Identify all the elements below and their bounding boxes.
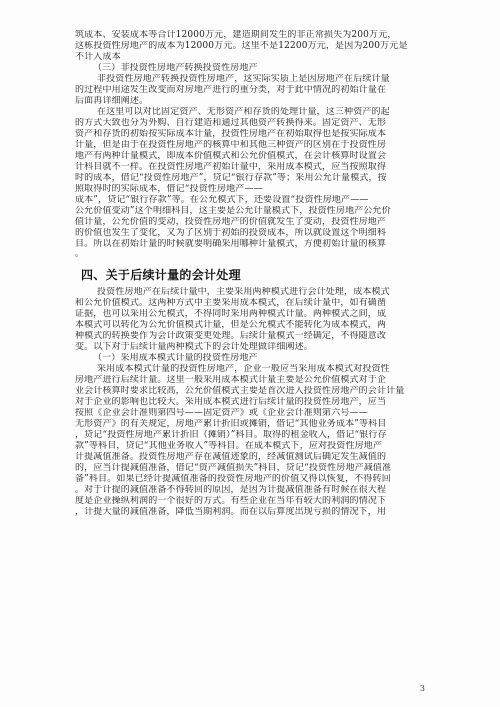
text-line: 的，应当计提减值准备，借记“资产减值损失”科目，贷记“投资性房地产减值准 bbox=[75, 463, 392, 473]
text-line: 非投资性房地产转换投资性房地产，这实际实质上是因房地产在后续计量 bbox=[97, 74, 390, 84]
text-line: 资产和存货的初始按实际成本计量，投资性房地产在初始取得也是按实际成本 bbox=[75, 129, 387, 139]
text-line: 的方式大致也分为外购、自行建造和通过其他资产转换得来。固定资产、无形 bbox=[75, 118, 387, 128]
text-line: 业会计核算时要求比较高，公允价值模式主要是首次进入投资性房地产的会计计量 bbox=[75, 386, 405, 396]
text-line: 筑成本、安装成本等合计12000万元，建造期间发生的非正常损失为200万元， bbox=[75, 30, 397, 40]
text-line: 证据，也可以采用公允模式，不得同时采用两种模式计量。两种模式之间，成 bbox=[75, 309, 387, 319]
text-line: 公允价值变动”这个明细科目，这主要是公允计量模式下，投资性房地产公允价 bbox=[75, 206, 391, 216]
text-line: ，计提大量的减值准备，降低当期利润。而在以后算度出现亏损的情况下，用 bbox=[75, 507, 387, 517]
text-line: 在这里可以对比固定资产、无形资产和存货的处理计量，这三种资产的起 bbox=[97, 107, 390, 117]
page-number: 3 bbox=[419, 684, 425, 693]
section-heading: 四、关于后续计量的会计处理 bbox=[81, 268, 241, 282]
text-line: 备”科目。如果已经计提减值准备的投资性房地产的价值又得以恢复，不得转回 bbox=[75, 474, 391, 484]
text-line: 房地产进行后续计量。这里一般采用成本模式计量主要是公允价值模式对于企 bbox=[75, 375, 387, 385]
text-line: 不计入成本 bbox=[75, 52, 121, 62]
text-line: 的过程中用途发生改变而对房地产进行的重分类，对于此中情况的初始计量在 bbox=[75, 85, 387, 95]
text-line: 投资性房地产在后续计量中，主要采用两种模式进行会计处理，成本模式 bbox=[97, 287, 390, 297]
text-line: 和公允价值模式。这两种方式中主要采用成本模式，在后续计量中，如有确凿 bbox=[75, 298, 387, 308]
text-line: 对于企业的影响也比较大。采用成本模式进行后续计量的投资性房地产，应当 bbox=[75, 397, 387, 407]
text-line: 计科目就不一样。在投资性房地产初始计量中，采用成本模式，应当按照取得 bbox=[75, 162, 387, 172]
text-line: 按照《企业会计准则第四号——固定资产》或《企业会计准则第六号—— bbox=[75, 408, 368, 418]
text-line: （三）非投资性房地产转换投资性房地产 bbox=[93, 63, 258, 73]
text-line: 度是企业操纵利润的一个很好的方式。有些企业在当年有较大的利润的情况下 bbox=[75, 496, 387, 506]
text-line: 成本”，贷记“银行存款”等。在公允模式下，还要设置“投资性房地产—— bbox=[75, 195, 369, 205]
text-line: 时的成本，借记“投资性房地产”，贷记“银行存款”等；采用公允计量模式，按 bbox=[75, 173, 387, 183]
text-line: 本模式可以转化为公允价值模式计量，但是公允模式不能转化为成本模式，两 bbox=[75, 320, 387, 330]
text-line: 计提减值准备。投资性房地产存在减值迹象的，经减值测试后确定发生减值的 bbox=[75, 452, 387, 462]
text-line: 这栋投资性房地产的成本为12000万元。这里不是12200万元，是因为200万元是 bbox=[75, 41, 408, 51]
text-line: 采用成本模式计量的投资性房地产，企业一般应当采用成本模式对投资性 bbox=[97, 364, 390, 374]
text-line: 的价值也发生了变化，又为了区别于初始的投资成本，所以就设置这个明细科 bbox=[75, 228, 387, 238]
text-line: 种模式的转换要作为会计政策变更处理。后续计量模式一经确定，不得随意改 bbox=[75, 331, 387, 341]
text-line: 目。所以在初始计量的时候就要明确采用哪种计量模式，方便初始计量的核算 bbox=[75, 239, 387, 249]
text-line: 变。以下对于后续计量两种模式下的会计处理做详细阐述。 bbox=[75, 342, 313, 352]
stray-period: 。 bbox=[75, 250, 85, 259]
text-line: ，贷记“投资性房地产累计折旧（摊销）”科目。取得的租金收入，借记“银行存 bbox=[75, 430, 387, 440]
text-line: 无形资产》的有关规定，房地产累计折旧或摊销，借记“其他业务成本”等科目 bbox=[75, 419, 387, 429]
body-text-bottom bbox=[75, 287, 425, 518]
text-line: 款”等科目，贷记“其他业务收入”等科目。在成本模式下，应对投资性房地产 bbox=[75, 441, 383, 451]
text-line: 。对于计提的减值准备不得转回的原因，是因为计提减值准备有时候在很大程 bbox=[75, 485, 387, 495]
text-line: 后面再详细阐述。 bbox=[75, 96, 149, 106]
text-line: 值计量，公允价值的变动，投资性房地产的价值就发生了变动，投资性房地产 bbox=[75, 217, 387, 227]
body-text-top bbox=[75, 30, 425, 250]
text-line: 照取得时的实际成本，借记“投资性房地产—— bbox=[75, 184, 263, 194]
text-line: 地产有两种计量模式，即成本价值模式和公允价值模式，在会计核算时设置会 bbox=[75, 151, 387, 161]
page-content bbox=[75, 30, 425, 518]
text-line: 计量，但是由于在投资性房地产的核算中和其他三种资产的区别在于投资性房 bbox=[75, 140, 387, 150]
text-line: （一）采用成本模式计量的投资性房地产 bbox=[93, 353, 258, 363]
